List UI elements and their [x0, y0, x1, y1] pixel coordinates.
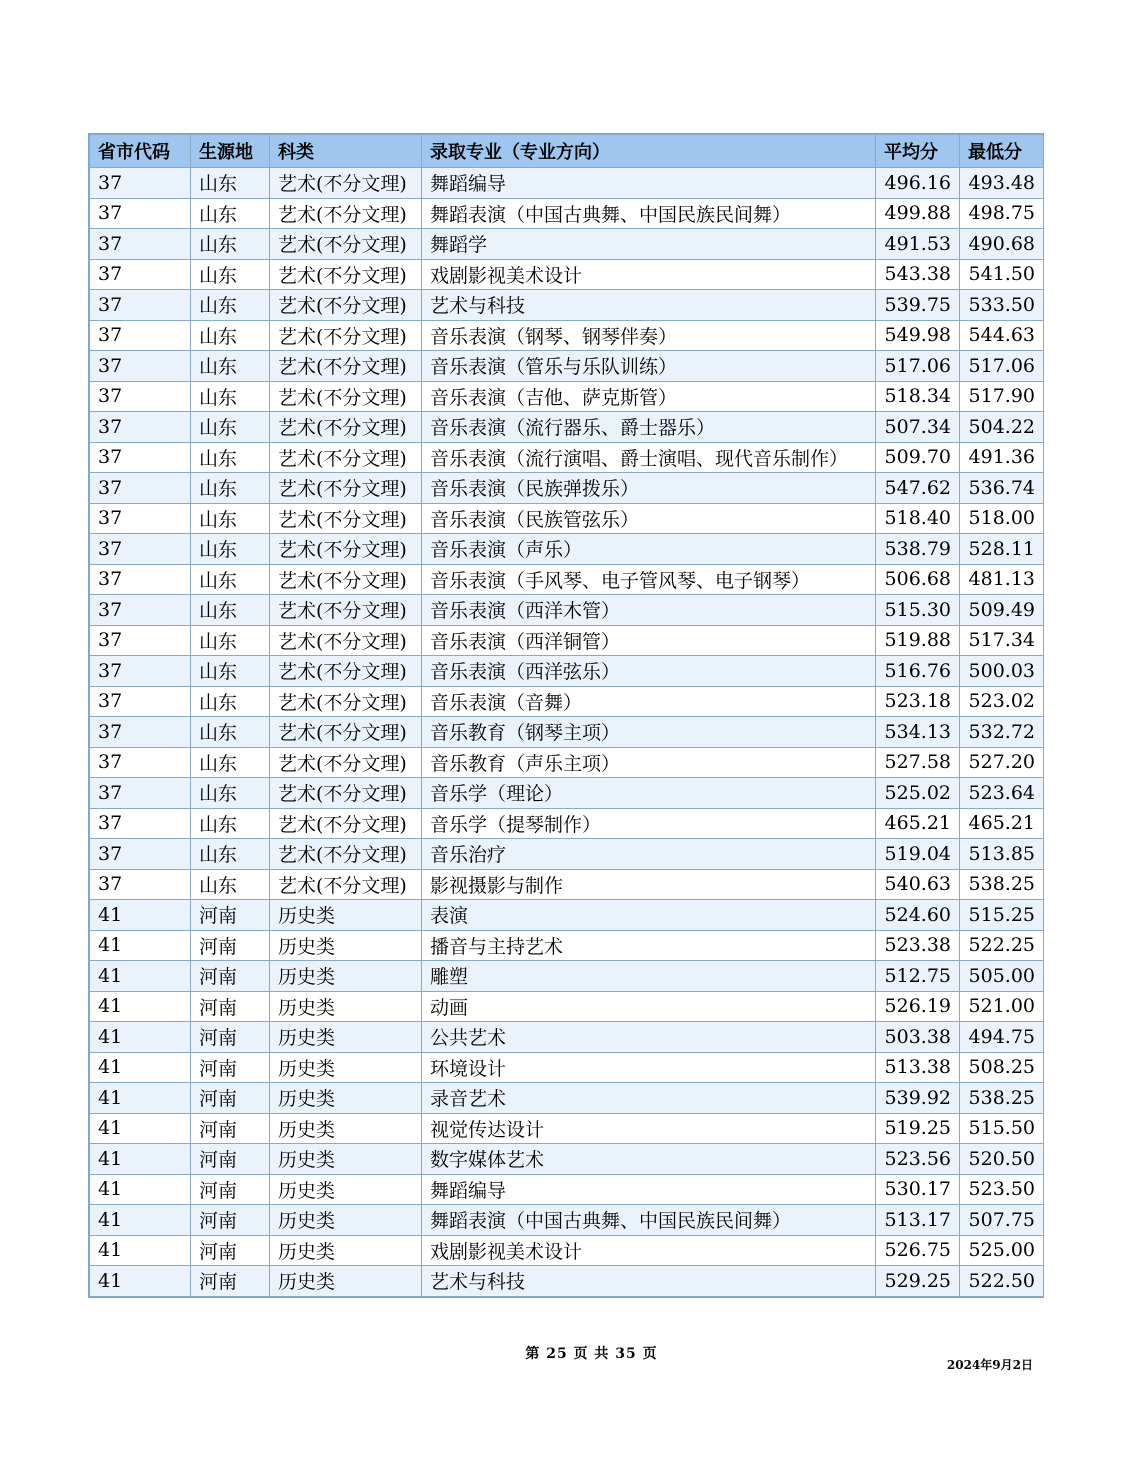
cell-category: 艺术(不分文理) [270, 320, 422, 351]
table-row [90, 1174, 1044, 1205]
cell-province-code: 41 [90, 1113, 191, 1144]
cell-major: 环境设计 [422, 1052, 876, 1083]
cell-origin: 山东 [191, 320, 270, 351]
cell-province-code: 37 [90, 595, 191, 626]
cell-major: 音乐表演（流行器乐、爵士器乐） [422, 412, 876, 443]
cell-origin: 山东 [191, 503, 270, 534]
cell-province-code: 37 [90, 656, 191, 687]
cell-major: 艺术与科技 [422, 1266, 876, 1297]
cell-major: 视觉传达设计 [422, 1113, 876, 1144]
cell-min-score: 491.36 [960, 442, 1044, 473]
cell-province-code: 37 [90, 381, 191, 412]
cell-major: 舞蹈编导 [422, 168, 876, 199]
cell-average-score: 527.58 [876, 747, 960, 778]
cell-category: 艺术(不分文理) [270, 686, 422, 717]
cell-min-score: 498.75 [960, 198, 1044, 229]
cell-min-score: 523.50 [960, 1174, 1044, 1205]
cell-category: 历史类 [270, 1205, 422, 1236]
table-row [90, 1052, 1044, 1083]
cell-major: 播音与主持艺术 [422, 930, 876, 961]
cell-category: 艺术(不分文理) [270, 808, 422, 839]
cell-min-score: 544.63 [960, 320, 1044, 351]
cell-major: 音乐治疗 [422, 839, 876, 870]
cell-major: 音乐表演（管乐与乐队训练） [422, 351, 876, 382]
cell-province-code: 37 [90, 686, 191, 717]
cell-origin: 河南 [191, 1174, 270, 1205]
cell-province-code: 41 [90, 1205, 191, 1236]
cell-category: 艺术(不分文理) [270, 778, 422, 809]
cell-average-score: 529.25 [876, 1266, 960, 1297]
cell-province-code: 37 [90, 534, 191, 565]
table-row [90, 564, 1044, 595]
cell-category: 历史类 [270, 1144, 422, 1175]
cell-province-code: 41 [90, 900, 191, 931]
cell-origin: 山东 [191, 473, 270, 504]
cell-major: 音乐教育（钢琴主项） [422, 717, 876, 748]
cell-min-score: 500.03 [960, 656, 1044, 687]
cell-average-score: 526.75 [876, 1235, 960, 1266]
table-row [90, 1113, 1044, 1144]
cell-major: 数字媒体艺术 [422, 1144, 876, 1175]
table-row [90, 778, 1044, 809]
cell-major: 音乐表演（民族管弦乐） [422, 503, 876, 534]
cell-min-score: 518.00 [960, 503, 1044, 534]
cell-origin: 山东 [191, 839, 270, 870]
cell-min-score: 517.06 [960, 351, 1044, 382]
cell-major: 音乐表演（西洋木管） [422, 595, 876, 626]
cell-category: 历史类 [270, 900, 422, 931]
table-row [90, 625, 1044, 656]
cell-average-score: 515.30 [876, 595, 960, 626]
table-row [90, 534, 1044, 565]
cell-min-score: 522.50 [960, 1266, 1044, 1297]
cell-origin: 山东 [191, 534, 270, 565]
cell-origin: 山东 [191, 259, 270, 290]
cell-province-code: 37 [90, 473, 191, 504]
cell-province-code: 41 [90, 930, 191, 961]
cell-province-code: 41 [90, 1235, 191, 1266]
table-row [90, 1205, 1044, 1236]
cell-province-code: 37 [90, 290, 191, 321]
cell-min-score: 490.68 [960, 229, 1044, 260]
cell-category: 艺术(不分文理) [270, 290, 422, 321]
table-row [90, 473, 1044, 504]
header-category: 科类 [270, 135, 422, 168]
cell-category: 艺术(不分文理) [270, 198, 422, 229]
table-row [90, 381, 1044, 412]
cell-province-code: 41 [90, 1144, 191, 1175]
cell-average-score: 491.53 [876, 229, 960, 260]
cell-category: 艺术(不分文理) [270, 503, 422, 534]
cell-average-score: 530.17 [876, 1174, 960, 1205]
cell-category: 艺术(不分文理) [270, 595, 422, 626]
cell-major: 音乐表演（声乐） [422, 534, 876, 565]
header-average-score: 平均分 [876, 135, 960, 168]
cell-average-score: 518.40 [876, 503, 960, 534]
cell-province-code: 41 [90, 1266, 191, 1297]
cell-min-score: 525.00 [960, 1235, 1044, 1266]
cell-province-code: 37 [90, 168, 191, 199]
admission-table [89, 134, 1044, 1297]
cell-average-score: 513.17 [876, 1205, 960, 1236]
cell-origin: 山东 [191, 351, 270, 382]
cell-origin: 河南 [191, 900, 270, 931]
table-row [90, 991, 1044, 1022]
cell-province-code: 41 [90, 961, 191, 992]
cell-min-score: 465.21 [960, 808, 1044, 839]
cell-major: 音乐学（提琴制作） [422, 808, 876, 839]
cell-category: 艺术(不分文理) [270, 717, 422, 748]
cell-min-score: 508.25 [960, 1052, 1044, 1083]
table-row [90, 595, 1044, 626]
cell-origin: 山东 [191, 595, 270, 626]
cell-min-score: 493.48 [960, 168, 1044, 199]
cell-min-score: 494.75 [960, 1022, 1044, 1053]
cell-major: 音乐表演（吉他、萨克斯管） [422, 381, 876, 412]
table-row [90, 229, 1044, 260]
table-row [90, 351, 1044, 382]
cell-average-score: 538.79 [876, 534, 960, 565]
cell-major: 录音艺术 [422, 1083, 876, 1114]
cell-province-code: 37 [90, 778, 191, 809]
cell-min-score: 528.11 [960, 534, 1044, 565]
cell-min-score: 522.25 [960, 930, 1044, 961]
cell-origin: 山东 [191, 564, 270, 595]
table-row [90, 656, 1044, 687]
cell-province-code: 37 [90, 625, 191, 656]
cell-average-score: 526.19 [876, 991, 960, 1022]
table-row [90, 503, 1044, 534]
header-province-code: 省市代码 [90, 135, 191, 168]
table-row [90, 839, 1044, 870]
table-row [90, 290, 1044, 321]
cell-origin: 河南 [191, 1144, 270, 1175]
cell-province-code: 37 [90, 717, 191, 748]
cell-origin: 河南 [191, 1083, 270, 1114]
cell-major: 戏剧影视美术设计 [422, 1235, 876, 1266]
cell-category: 艺术(不分文理) [270, 229, 422, 260]
cell-average-score: 540.63 [876, 869, 960, 900]
cell-category: 历史类 [270, 1022, 422, 1053]
table-row [90, 1144, 1044, 1175]
cell-average-score: 503.38 [876, 1022, 960, 1053]
cell-origin: 山东 [191, 442, 270, 473]
cell-major: 音乐表演（西洋弦乐） [422, 656, 876, 687]
cell-origin: 山东 [191, 625, 270, 656]
cell-origin: 河南 [191, 1113, 270, 1144]
table-row [90, 412, 1044, 443]
cell-province-code: 37 [90, 351, 191, 382]
cell-average-score: 506.68 [876, 564, 960, 595]
cell-category: 艺术(不分文理) [270, 442, 422, 473]
cell-average-score: 516.76 [876, 656, 960, 687]
cell-province-code: 37 [90, 808, 191, 839]
cell-major: 动画 [422, 991, 876, 1022]
cell-min-score: 532.72 [960, 717, 1044, 748]
cell-category: 艺术(不分文理) [270, 412, 422, 443]
cell-min-score: 527.20 [960, 747, 1044, 778]
cell-origin: 山东 [191, 778, 270, 809]
cell-min-score: 521.00 [960, 991, 1044, 1022]
cell-category: 历史类 [270, 1113, 422, 1144]
cell-average-score: 499.88 [876, 198, 960, 229]
cell-province-code: 37 [90, 564, 191, 595]
cell-min-score: 538.25 [960, 869, 1044, 900]
cell-min-score: 481.13 [960, 564, 1044, 595]
table-body [90, 168, 1044, 1297]
cell-origin: 山东 [191, 198, 270, 229]
cell-major: 音乐表演（手风琴、电子管风琴、电子钢琴） [422, 564, 876, 595]
cell-category: 艺术(不分文理) [270, 168, 422, 199]
cell-average-score: 519.25 [876, 1113, 960, 1144]
table-row [90, 717, 1044, 748]
cell-major: 舞蹈表演（中国古典舞、中国民族民间舞） [422, 1205, 876, 1236]
cell-major: 雕塑 [422, 961, 876, 992]
cell-origin: 山东 [191, 747, 270, 778]
cell-major: 舞蹈学 [422, 229, 876, 260]
cell-origin: 河南 [191, 991, 270, 1022]
cell-average-score: 517.06 [876, 351, 960, 382]
cell-min-score: 523.64 [960, 778, 1044, 809]
table-row [90, 1235, 1044, 1266]
cell-origin: 河南 [191, 1205, 270, 1236]
table-row [90, 961, 1044, 992]
cell-average-score: 539.75 [876, 290, 960, 321]
cell-average-score: 509.70 [876, 442, 960, 473]
cell-min-score: 504.22 [960, 412, 1044, 443]
cell-major: 舞蹈表演（中国古典舞、中国民族民间舞） [422, 198, 876, 229]
cell-average-score: 523.56 [876, 1144, 960, 1175]
cell-average-score: 525.02 [876, 778, 960, 809]
cell-major: 表演 [422, 900, 876, 931]
cell-average-score: 496.16 [876, 168, 960, 199]
cell-category: 艺术(不分文理) [270, 381, 422, 412]
cell-category: 历史类 [270, 1083, 422, 1114]
cell-category: 艺术(不分文理) [270, 259, 422, 290]
cell-min-score: 523.02 [960, 686, 1044, 717]
cell-origin: 山东 [191, 412, 270, 443]
cell-category: 艺术(不分文理) [270, 534, 422, 565]
header-major: 录取专业（专业方向） [422, 135, 876, 168]
cell-average-score: 524.60 [876, 900, 960, 931]
cell-province-code: 37 [90, 412, 191, 443]
cell-category: 艺术(不分文理) [270, 869, 422, 900]
cell-average-score: 507.34 [876, 412, 960, 443]
cell-min-score: 509.49 [960, 595, 1044, 626]
table-row [90, 930, 1044, 961]
cell-category: 艺术(不分文理) [270, 351, 422, 382]
cell-major: 音乐表演（钢琴、钢琴伴奏） [422, 320, 876, 351]
cell-category: 历史类 [270, 991, 422, 1022]
page-number: 第 25 页 共 35 页 [525, 1346, 658, 1362]
cell-category: 历史类 [270, 930, 422, 961]
table-row [90, 168, 1044, 199]
table-row [90, 747, 1044, 778]
cell-province-code: 37 [90, 869, 191, 900]
cell-major: 音乐表演（西洋铜管） [422, 625, 876, 656]
cell-origin: 山东 [191, 381, 270, 412]
cell-origin: 河南 [191, 930, 270, 961]
cell-category: 历史类 [270, 1052, 422, 1083]
cell-origin: 山东 [191, 290, 270, 321]
cell-min-score: 507.75 [960, 1205, 1044, 1236]
cell-origin: 山东 [191, 717, 270, 748]
cell-average-score: 518.34 [876, 381, 960, 412]
table-row [90, 1083, 1044, 1114]
cell-province-code: 41 [90, 1052, 191, 1083]
cell-average-score: 539.92 [876, 1083, 960, 1114]
cell-origin: 河南 [191, 1235, 270, 1266]
table-row [90, 442, 1044, 473]
table-row [90, 1022, 1044, 1053]
cell-province-code: 37 [90, 198, 191, 229]
cell-major: 影视摄影与制作 [422, 869, 876, 900]
cell-category: 历史类 [270, 1235, 422, 1266]
header-min-score: 最低分 [960, 135, 1044, 168]
cell-province-code: 41 [90, 1174, 191, 1205]
cell-province-code: 37 [90, 259, 191, 290]
cell-province-code: 41 [90, 1083, 191, 1114]
cell-average-score: 523.38 [876, 930, 960, 961]
cell-min-score: 520.50 [960, 1144, 1044, 1175]
cell-origin: 河南 [191, 1266, 270, 1297]
cell-category: 艺术(不分文理) [270, 656, 422, 687]
cell-major: 音乐表演（民族弹拨乐） [422, 473, 876, 504]
cell-category: 历史类 [270, 961, 422, 992]
cell-origin: 河南 [191, 1022, 270, 1053]
cell-category: 艺术(不分文理) [270, 747, 422, 778]
cell-average-score: 512.75 [876, 961, 960, 992]
admission-table-container [88, 133, 1044, 1298]
cell-province-code: 37 [90, 320, 191, 351]
cell-major: 公共艺术 [422, 1022, 876, 1053]
cell-category: 艺术(不分文理) [270, 625, 422, 656]
cell-origin: 山东 [191, 656, 270, 687]
cell-major: 音乐教育（声乐主项） [422, 747, 876, 778]
cell-average-score: 465.21 [876, 808, 960, 839]
table-row [90, 686, 1044, 717]
cell-major: 音乐表演（音舞） [422, 686, 876, 717]
table-row [90, 320, 1044, 351]
cell-origin: 山东 [191, 869, 270, 900]
cell-origin: 河南 [191, 961, 270, 992]
cell-origin: 山东 [191, 686, 270, 717]
cell-min-score: 515.25 [960, 900, 1044, 931]
cell-average-score: 523.18 [876, 686, 960, 717]
cell-average-score: 534.13 [876, 717, 960, 748]
table-row [90, 869, 1044, 900]
cell-origin: 河南 [191, 1052, 270, 1083]
cell-category: 艺术(不分文理) [270, 839, 422, 870]
cell-category: 艺术(不分文理) [270, 473, 422, 504]
cell-category: 历史类 [270, 1266, 422, 1297]
cell-province-code: 41 [90, 1022, 191, 1053]
footer-date: 2024年9月2日 [946, 1358, 1033, 1372]
cell-min-score: 533.50 [960, 290, 1044, 321]
table-row [90, 900, 1044, 931]
cell-major: 戏剧影视美术设计 [422, 259, 876, 290]
table-row [90, 1266, 1044, 1297]
cell-min-score: 517.34 [960, 625, 1044, 656]
cell-origin: 山东 [191, 168, 270, 199]
cell-average-score: 547.62 [876, 473, 960, 504]
cell-min-score: 538.25 [960, 1083, 1044, 1114]
cell-average-score: 513.38 [876, 1052, 960, 1083]
table-row [90, 259, 1044, 290]
cell-major: 艺术与科技 [422, 290, 876, 321]
cell-province-code: 37 [90, 503, 191, 534]
cell-major: 音乐表演（流行演唱、爵士演唱、现代音乐制作） [422, 442, 876, 473]
cell-province-code: 37 [90, 229, 191, 260]
cell-province-code: 37 [90, 839, 191, 870]
cell-category: 艺术(不分文理) [270, 564, 422, 595]
cell-min-score: 536.74 [960, 473, 1044, 504]
table-row [90, 808, 1044, 839]
cell-average-score: 519.88 [876, 625, 960, 656]
cell-origin: 山东 [191, 229, 270, 260]
cell-min-score: 517.90 [960, 381, 1044, 412]
cell-province-code: 37 [90, 747, 191, 778]
cell-min-score: 541.50 [960, 259, 1044, 290]
cell-province-code: 37 [90, 442, 191, 473]
cell-average-score: 549.98 [876, 320, 960, 351]
cell-min-score: 505.00 [960, 961, 1044, 992]
cell-major: 舞蹈编导 [422, 1174, 876, 1205]
cell-min-score: 513.85 [960, 839, 1044, 870]
cell-average-score: 519.04 [876, 839, 960, 870]
cell-category: 历史类 [270, 1174, 422, 1205]
header-origin: 生源地 [191, 135, 270, 168]
cell-min-score: 515.50 [960, 1113, 1044, 1144]
cell-province-code: 41 [90, 991, 191, 1022]
table-row [90, 198, 1044, 229]
table-header-row [90, 135, 1044, 168]
cell-origin: 山东 [191, 808, 270, 839]
cell-average-score: 543.38 [876, 259, 960, 290]
cell-major: 音乐学（理论） [422, 778, 876, 809]
